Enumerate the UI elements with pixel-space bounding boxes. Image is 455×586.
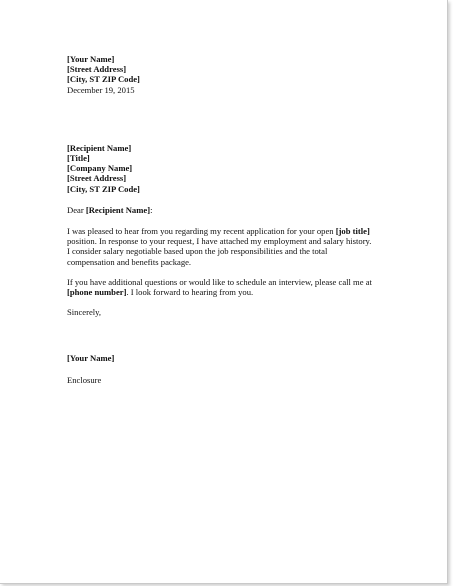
recipient-title: [Title] [67, 153, 90, 164]
closing: Sincerely, [67, 307, 102, 318]
sender-name: [Your Name] [67, 54, 115, 64]
letter-date: December 19, 2015 [67, 84, 135, 95]
recipient-street: [Street Address] [67, 173, 127, 184]
phone-number-placeholder: [phone number] [67, 287, 127, 298]
sender-block [67, 54, 397, 95]
recipient-company: [Company Name] [67, 163, 133, 174]
signature-name: [Your Name] [67, 353, 115, 364]
recipient-city: [City, ST ZIP Code] [67, 183, 140, 194]
body-paragraph-2: If you have additional questions or would like to schedule an interview, please call me at [phone number]. I look forward to hearing from you. [67, 276, 372, 298]
salutation-recipient-name: [Recipient Name] [85, 204, 151, 215]
enclosure-note: Enclosure [67, 374, 102, 385]
recipient-name: [Recipient Name] [67, 142, 132, 153]
letter-body [67, 54, 397, 385]
recipient-block [67, 143, 397, 194]
job-title-placeholder: [job title] [335, 226, 370, 237]
salutation: Dear [Recipient Name]: [67, 204, 153, 215]
body-paragraph-1: I was pleased to hear from you regarding my recent application for your open [job title] position. In response to your request, I have attached my employment and salary history. I consider salary negotiable based upon the job responsibilities and the total compensation and benefits package. [67, 226, 372, 267]
sender-city: [City, ST ZIP Code] [67, 74, 140, 85]
sender-street: [Street Address] [67, 64, 127, 75]
